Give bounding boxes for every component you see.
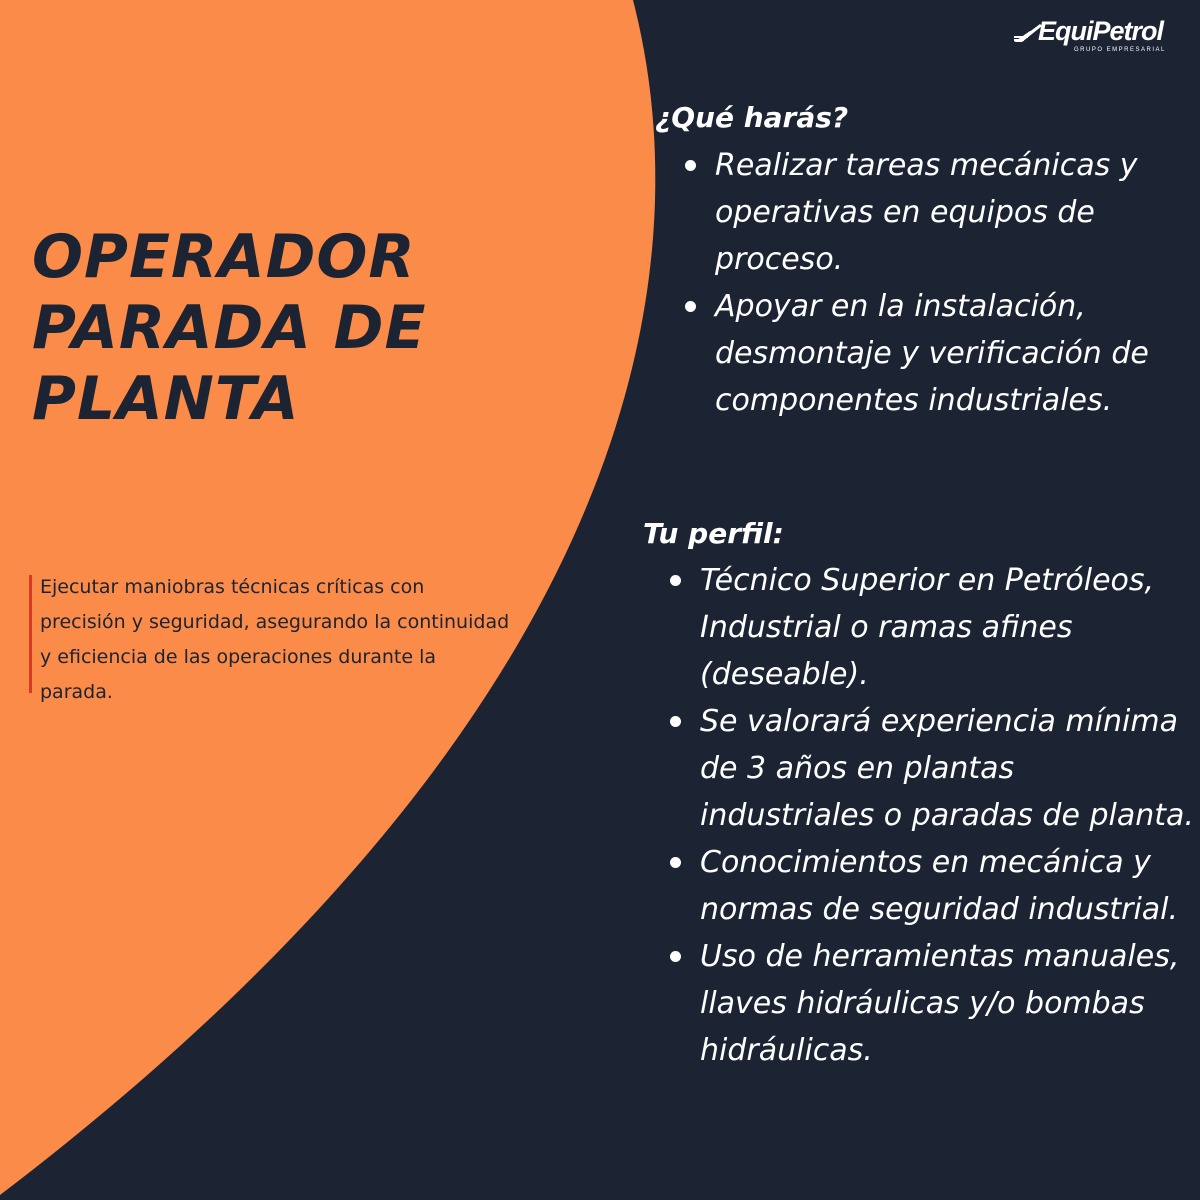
list-item — [715, 283, 1195, 424]
list-item-text: Uso de herramientas manuales, llaves hidráulicas y/o bombas hidráulicas. — [700, 939, 1180, 1068]
bullet-icon — [670, 857, 681, 868]
logo-name: EquiPetrol — [1038, 16, 1164, 46]
bullet-icon — [685, 160, 696, 171]
list-item — [700, 933, 1195, 1074]
list-item — [700, 698, 1195, 839]
section-what-heading: ¿Qué harás? — [655, 101, 849, 134]
list-item-text: Realizar tareas mecánicas y operativas en equipos de proceso. — [715, 148, 1138, 277]
section-profile-heading: Tu perfil: — [643, 517, 784, 550]
job-title-line-1: OPERADOR — [32, 222, 416, 292]
list-item — [715, 142, 1195, 283]
job-title — [32, 222, 592, 435]
job-title-line-2: PARADA DE — [32, 293, 427, 363]
list-item-text: Técnico Superior en Petróleos, Industrial o ramas afines (deseable). — [700, 563, 1155, 692]
bullet-icon — [685, 301, 696, 312]
job-title-line-3: PLANTA — [32, 364, 300, 434]
bullet-icon — [670, 951, 681, 962]
description-accent-bar — [29, 575, 32, 693]
bullet-icon — [670, 575, 681, 586]
section-what-list — [715, 142, 1195, 424]
list-item-text: Apoyar en la instalación, desmontaje y verificación de componentes industriales. — [715, 289, 1149, 418]
list-item — [700, 557, 1195, 698]
bullet-icon — [670, 716, 681, 727]
section-profile-list — [700, 557, 1195, 1074]
list-item — [700, 839, 1195, 933]
job-description: Ejecutar maniobras técnicas críticas con precisión y seguridad, asegurando la continuidad y eficiencia de las operaciones durante la parada. — [40, 576, 510, 703]
company-logo — [1012, 14, 1182, 60]
list-item-text: Se valorará experiencia mínima de 3 años en plantas industriales o paradas de planta. — [700, 704, 1194, 833]
list-item-text: Conocimientos en mecánica y normas de seguridad industrial. — [700, 845, 1179, 927]
logo-tagline: GRUPO EMPRESARIAL — [1074, 47, 1166, 53]
